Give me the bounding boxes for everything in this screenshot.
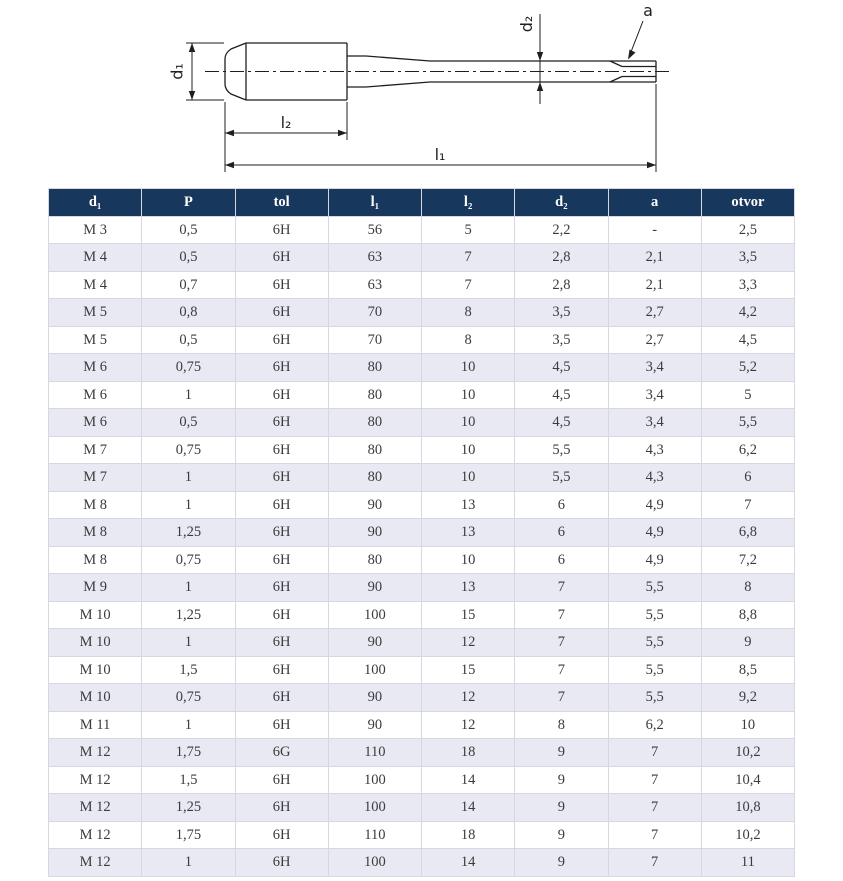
table-cell: 90 [328,711,421,739]
table-cell: 2,7 [608,326,701,354]
table-cell: 12 [422,711,515,739]
table-row [49,546,795,574]
table-cell: 80 [328,354,421,382]
table-cell: M 6 [49,381,142,409]
table-cell: 0,75 [142,684,235,712]
table-cell: 6H [235,684,328,712]
table-cell: 10 [422,381,515,409]
spec-table [48,188,795,877]
table-cell: M 8 [49,519,142,547]
table-row [49,766,795,794]
dim-label-l2: l₂ [280,113,292,132]
table-cell: 13 [422,574,515,602]
table-cell: M 5 [49,326,142,354]
table-row [49,711,795,739]
table-cell: 1,5 [142,766,235,794]
table-cell: 110 [328,739,421,767]
table-cell: 10 [422,464,515,492]
table-cell: M 5 [49,299,142,327]
table-cell: 2,8 [515,244,608,272]
table-cell: 7 [515,574,608,602]
table-cell: 6H [235,354,328,382]
table-cell: 10,8 [701,794,794,822]
table-cell: 6H [235,574,328,602]
table-row [49,601,795,629]
table-cell: 5,5 [608,574,701,602]
table-row [49,216,795,244]
table-cell: 7 [608,821,701,849]
table-cell: 0,8 [142,299,235,327]
table-cell: 6G [235,739,328,767]
table-cell: 90 [328,629,421,657]
table-cell: 5,5 [608,656,701,684]
table-row [49,849,795,877]
table-cell: 10 [422,546,515,574]
table-cell: 7 [422,271,515,299]
table-row [49,326,795,354]
table-row [49,271,795,299]
table-cell: 6H [235,271,328,299]
spec-table-head [49,189,795,217]
table-cell: 2,8 [515,271,608,299]
table-cell: 80 [328,546,421,574]
table-cell: 1 [142,381,235,409]
table-row [49,794,795,822]
table-cell: 14 [422,766,515,794]
table-cell: 6H [235,326,328,354]
table-cell: 100 [328,794,421,822]
table-cell: 4,5 [515,409,608,437]
table-cell: M 11 [49,711,142,739]
table-cell: 63 [328,244,421,272]
dim-label-d2: d₂ [517,15,536,33]
table-cell: 5 [422,216,515,244]
table-cell: 0,5 [142,244,235,272]
table-cell: 9 [515,739,608,767]
table-cell: 6 [515,519,608,547]
table-cell: 2,7 [608,299,701,327]
table-cell: 2,5 [701,216,794,244]
table-cell: - [608,216,701,244]
table-cell: M 8 [49,546,142,574]
table-cell: 12 [422,684,515,712]
column-header-7: otvor [701,189,794,217]
table-cell: 3,5 [701,244,794,272]
table-cell: 63 [328,271,421,299]
table-cell: 6 [515,546,608,574]
dim-d2 [537,14,543,104]
table-cell: 6H [235,464,328,492]
table-cell: 6H [235,629,328,657]
column-header-5: d₂ [515,189,608,217]
table-cell: 1,25 [142,794,235,822]
table-cell: 7 [515,629,608,657]
table-cell: 3,3 [701,271,794,299]
table-cell: 7,2 [701,546,794,574]
table-cell: 5,5 [701,409,794,437]
table-cell: M 12 [49,766,142,794]
table-cell: 1,25 [142,519,235,547]
table-row [49,491,795,519]
table-cell: 4,5 [515,381,608,409]
table-cell: 14 [422,794,515,822]
table-cell: 100 [328,766,421,794]
table-cell: 9 [701,629,794,657]
dim-label-d1: d₁ [167,63,187,80]
table-cell: 7 [515,684,608,712]
column-header-0: d₁ [49,189,142,217]
table-row [49,821,795,849]
table-cell: 10 [701,711,794,739]
table-cell: M 7 [49,436,142,464]
table-cell: 6H [235,519,328,547]
table-cell: 56 [328,216,421,244]
column-header-4: l₂ [422,189,515,217]
table-cell: M 10 [49,656,142,684]
table-cell: 5,5 [608,629,701,657]
table-row [49,436,795,464]
table-cell: 13 [422,491,515,519]
leader-a [628,21,643,60]
table-cell: M 10 [49,684,142,712]
table-cell: M 6 [49,409,142,437]
table-cell: 1 [142,629,235,657]
table-cell: 100 [328,849,421,877]
column-header-2: tol [235,189,328,217]
column-header-3: l₁ [328,189,421,217]
table-cell: 0,7 [142,271,235,299]
table-cell: M 9 [49,574,142,602]
table-cell: 6H [235,491,328,519]
table-cell: 7 [701,491,794,519]
table-row [49,299,795,327]
table-cell: 18 [422,821,515,849]
table-cell: 0,75 [142,436,235,464]
table-cell: 4,3 [608,436,701,464]
dim-label-l1: l₁ [434,145,446,164]
table-cell: 9 [515,766,608,794]
table-cell: M 6 [49,354,142,382]
table-cell: 6H [235,381,328,409]
table-cell: 1,5 [142,656,235,684]
table-row [49,684,795,712]
table-cell: 0,5 [142,409,235,437]
table-row [49,409,795,437]
table-cell: M 12 [49,739,142,767]
table-cell: 8,5 [701,656,794,684]
table-cell: M 4 [49,244,142,272]
table-cell: 8 [422,326,515,354]
table-cell: 9 [515,849,608,877]
table-cell: 1,75 [142,739,235,767]
table-cell: 7 [515,601,608,629]
table-cell: 4,5 [515,354,608,382]
table-cell: M 12 [49,794,142,822]
table-cell: 7 [608,766,701,794]
table-cell: 10 [422,436,515,464]
table-cell: M 12 [49,821,142,849]
table-cell: 70 [328,326,421,354]
table-cell: 6H [235,656,328,684]
table-cell: 6,8 [701,519,794,547]
table-cell: 6H [235,546,328,574]
table-cell: 0,75 [142,546,235,574]
table-cell: 3,5 [515,299,608,327]
table-cell: 6,2 [701,436,794,464]
table-cell: 3,4 [608,381,701,409]
table-cell: 4,9 [608,519,701,547]
table-cell: 80 [328,464,421,492]
table-cell: M 7 [49,464,142,492]
table-cell: 13 [422,519,515,547]
table-cell: 100 [328,601,421,629]
table-cell: 80 [328,436,421,464]
table-row [49,574,795,602]
table-cell: 6H [235,849,328,877]
table-row [49,519,795,547]
technical-drawing [0,0,843,186]
table-cell: 1,75 [142,821,235,849]
table-cell: 6 [515,491,608,519]
header-row [49,189,795,217]
table-cell: 6H [235,409,328,437]
table-cell: 8,8 [701,601,794,629]
table-cell: 4,2 [701,299,794,327]
table-row [49,381,795,409]
table-row [49,244,795,272]
table-cell: 10,4 [701,766,794,794]
table-cell: 2,2 [515,216,608,244]
table-cell: 7 [608,849,701,877]
table-row [49,464,795,492]
table-cell: 5,5 [608,684,701,712]
table-cell: 70 [328,299,421,327]
table-cell: 6H [235,766,328,794]
table-cell: 6H [235,601,328,629]
table-cell: 80 [328,409,421,437]
table-cell: 1,25 [142,601,235,629]
column-header-1: P [142,189,235,217]
table-cell: 6H [235,244,328,272]
table-cell: 2,1 [608,271,701,299]
table-cell: 90 [328,491,421,519]
table-cell: 9,2 [701,684,794,712]
table-cell: M 12 [49,849,142,877]
table-cell: 10 [422,409,515,437]
table-cell: 6H [235,436,328,464]
table-cell: 4,9 [608,546,701,574]
table-cell: 7 [515,656,608,684]
dim-label-a: a [643,1,653,20]
table-cell: 0,5 [142,216,235,244]
table-cell: 6H [235,216,328,244]
table-cell: 7 [608,794,701,822]
table-cell: 1 [142,491,235,519]
table-cell: 7 [608,739,701,767]
table-cell: 5,5 [608,601,701,629]
table-cell: 80 [328,381,421,409]
table-cell: 90 [328,684,421,712]
table-cell: 8 [515,711,608,739]
table-cell: 1 [142,711,235,739]
table-row [49,739,795,767]
table-cell: 18 [422,739,515,767]
table-cell: 7 [422,244,515,272]
table-cell: 11 [701,849,794,877]
table-cell: 3,4 [608,409,701,437]
table-cell: 10,2 [701,739,794,767]
table-cell: 5,5 [515,436,608,464]
table-cell: 4,9 [608,491,701,519]
table-row [49,629,795,657]
table-cell: 1 [142,849,235,877]
table-cell: 9 [515,821,608,849]
table-cell: 1 [142,574,235,602]
table-cell: 6,2 [608,711,701,739]
table-cell: 100 [328,656,421,684]
table-cell: M 8 [49,491,142,519]
table-cell: 3,4 [608,354,701,382]
table-cell: 0,75 [142,354,235,382]
table-cell: 6 [701,464,794,492]
table-cell: 12 [422,629,515,657]
table-cell: 15 [422,656,515,684]
table-row [49,656,795,684]
table-cell: 5,2 [701,354,794,382]
column-header-6: a [608,189,701,217]
table-cell: 4,3 [608,464,701,492]
table-cell: 6H [235,711,328,739]
table-cell: 8 [422,299,515,327]
table-cell: M 3 [49,216,142,244]
table-cell: 6H [235,821,328,849]
table-cell: 15 [422,601,515,629]
table-cell: 10,2 [701,821,794,849]
table-cell: 5,5 [515,464,608,492]
spec-table-body [49,216,795,876]
table-cell: 2,1 [608,244,701,272]
table-cell: 9 [515,794,608,822]
table-cell: 90 [328,519,421,547]
table-cell: 8 [701,574,794,602]
table-cell: 110 [328,821,421,849]
table-cell: 0,5 [142,326,235,354]
table-cell: 10 [422,354,515,382]
table-cell: 6H [235,794,328,822]
table-cell: 4,5 [701,326,794,354]
tap-drawing-svg [0,0,843,186]
table-cell: 14 [422,849,515,877]
table-cell: 1 [142,464,235,492]
table-cell: M 10 [49,629,142,657]
table-row [49,354,795,382]
table-cell: M 10 [49,601,142,629]
table-cell: 6H [235,299,328,327]
table-cell: 3,5 [515,326,608,354]
table-cell: 5 [701,381,794,409]
table-cell: M 4 [49,271,142,299]
table-cell: 90 [328,574,421,602]
